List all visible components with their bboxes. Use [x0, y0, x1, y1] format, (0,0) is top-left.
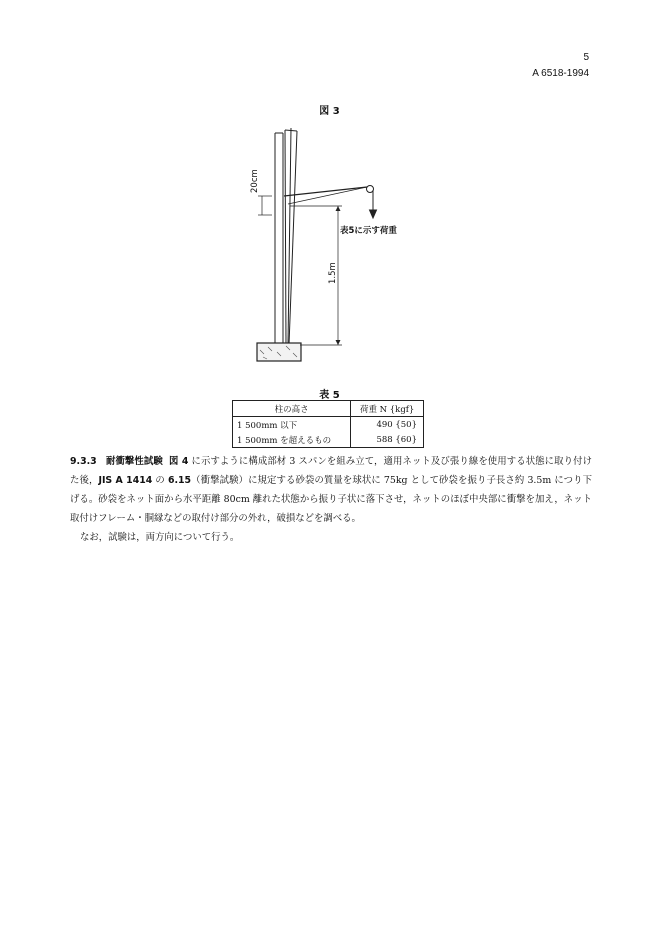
table-row: [233, 432, 424, 448]
cell-load: 588 {60}: [351, 432, 424, 448]
load-label: 表5に示す荷重: [340, 226, 397, 236]
section-text-1: に示すように構成部材 3 スパンを組み立て，適用ネット及び張り線を使用する状態に取り付けた後，: [70, 456, 592, 486]
standard-id: A 6518-1994: [532, 68, 589, 79]
lean-edge-a: [285, 130, 286, 345]
cell-post-height: 1 500mm を超えるもの: [233, 432, 351, 448]
clause-reference: 6.15: [167, 475, 192, 486]
load-arm: [284, 187, 367, 196]
base-block: [257, 343, 301, 361]
dim-15m-label: 1.5m: [328, 262, 338, 284]
cell-load: 490 {50}: [351, 417, 424, 433]
section-paragraph: [70, 452, 592, 528]
table-5: [232, 400, 424, 448]
standard-reference: JIS A 1414: [98, 475, 153, 486]
cell-post-height: 1 500mm 以下: [233, 417, 351, 433]
page-number: 5: [583, 52, 589, 63]
table-caption: 表 5: [319, 390, 340, 401]
section-title: 耐衝撃性試験: [105, 456, 163, 467]
section-number: 9.3.3: [70, 456, 97, 467]
section-body: [70, 452, 592, 547]
col-header-post-height: 柱の高さ: [233, 401, 351, 417]
section-text-3: （衝撃試験）に規定する砂袋の質量を球状に 75kg として砂袋を振り子長さ約 3.5m につり下げる。砂袋をネット面から水平距離 80cm 離れた状態から振り子状に落下させ，ネットのほぼ中央部に衝撃を加え，ネット取付けフレーム・胴縁などの取付け部分の外れ，破損などを調べる。: [70, 475, 592, 524]
col-header-load: 荷重 N {kgf}: [351, 401, 424, 417]
load-arrow: [370, 210, 377, 218]
section-note: なお，試験は，両方向について行う。: [80, 532, 240, 543]
figure-reference: 図 4: [169, 456, 189, 467]
table-header-row: [233, 401, 424, 417]
section-text-2: の: [152, 475, 168, 486]
table-row: [233, 417, 424, 433]
pulley: [367, 186, 374, 193]
figure-caption: 図 3: [319, 106, 340, 117]
figure-3-drawing: [0, 0, 659, 380]
load-arm-brace: [288, 187, 367, 204]
dim-20cm-label: 20cm: [250, 169, 260, 193]
